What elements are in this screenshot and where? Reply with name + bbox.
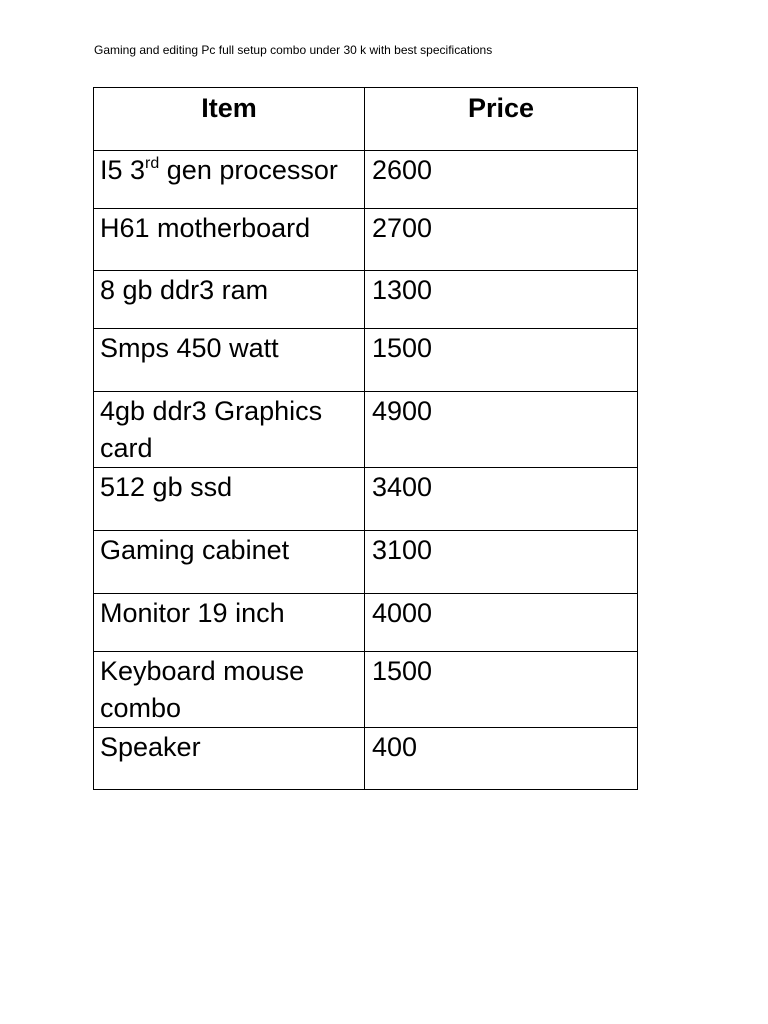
table-header-row: [94, 88, 638, 151]
item-cell: Gaming cabinet: [94, 531, 365, 594]
column-header-price: Price: [365, 88, 638, 151]
item-cell: H61 motherboard: [94, 209, 365, 271]
ordinal-superscript: rd: [145, 154, 160, 172]
price-cell: 2600: [365, 151, 638, 209]
item-text-prefix: I5 3: [100, 155, 146, 185]
table-row: [94, 151, 638, 209]
price-cell: 4000: [365, 594, 638, 652]
price-cell: 400: [365, 728, 638, 790]
table-row: [94, 209, 638, 271]
price-cell: 4900: [365, 392, 638, 468]
table-row: [94, 728, 638, 790]
item-cell: 4gb ddr3 Graphics card: [94, 392, 365, 468]
table-row: [94, 531, 638, 594]
item-cell: Smps 450 watt: [94, 329, 365, 392]
table-row: [94, 329, 638, 392]
price-cell: 1300: [365, 271, 638, 329]
item-cell: Monitor 19 inch: [94, 594, 365, 652]
price-cell: 2700: [365, 209, 638, 271]
price-cell: 3100: [365, 531, 638, 594]
table-row: [94, 271, 638, 329]
table-row: [94, 594, 638, 652]
item-cell: Speaker: [94, 728, 365, 790]
price-cell: 1500: [365, 652, 638, 728]
item-text-suffix: gen processor: [159, 155, 338, 185]
column-header-item: Item: [94, 88, 365, 151]
item-cell: Keyboard mouse combo: [94, 652, 365, 728]
price-cell: 1500: [365, 329, 638, 392]
item-cell: 8 gb ddr3 ram: [94, 271, 365, 329]
item-cell: 512 gb ssd: [94, 468, 365, 531]
table-row: [94, 468, 638, 531]
page-heading: Gaming and editing Pc full setup combo under 30 k with best specifications: [94, 43, 493, 57]
table-row: [94, 652, 638, 728]
table-row: [94, 392, 638, 468]
price-cell: 3400: [365, 468, 638, 531]
price-table: [93, 87, 638, 790]
item-cell: [94, 151, 365, 209]
